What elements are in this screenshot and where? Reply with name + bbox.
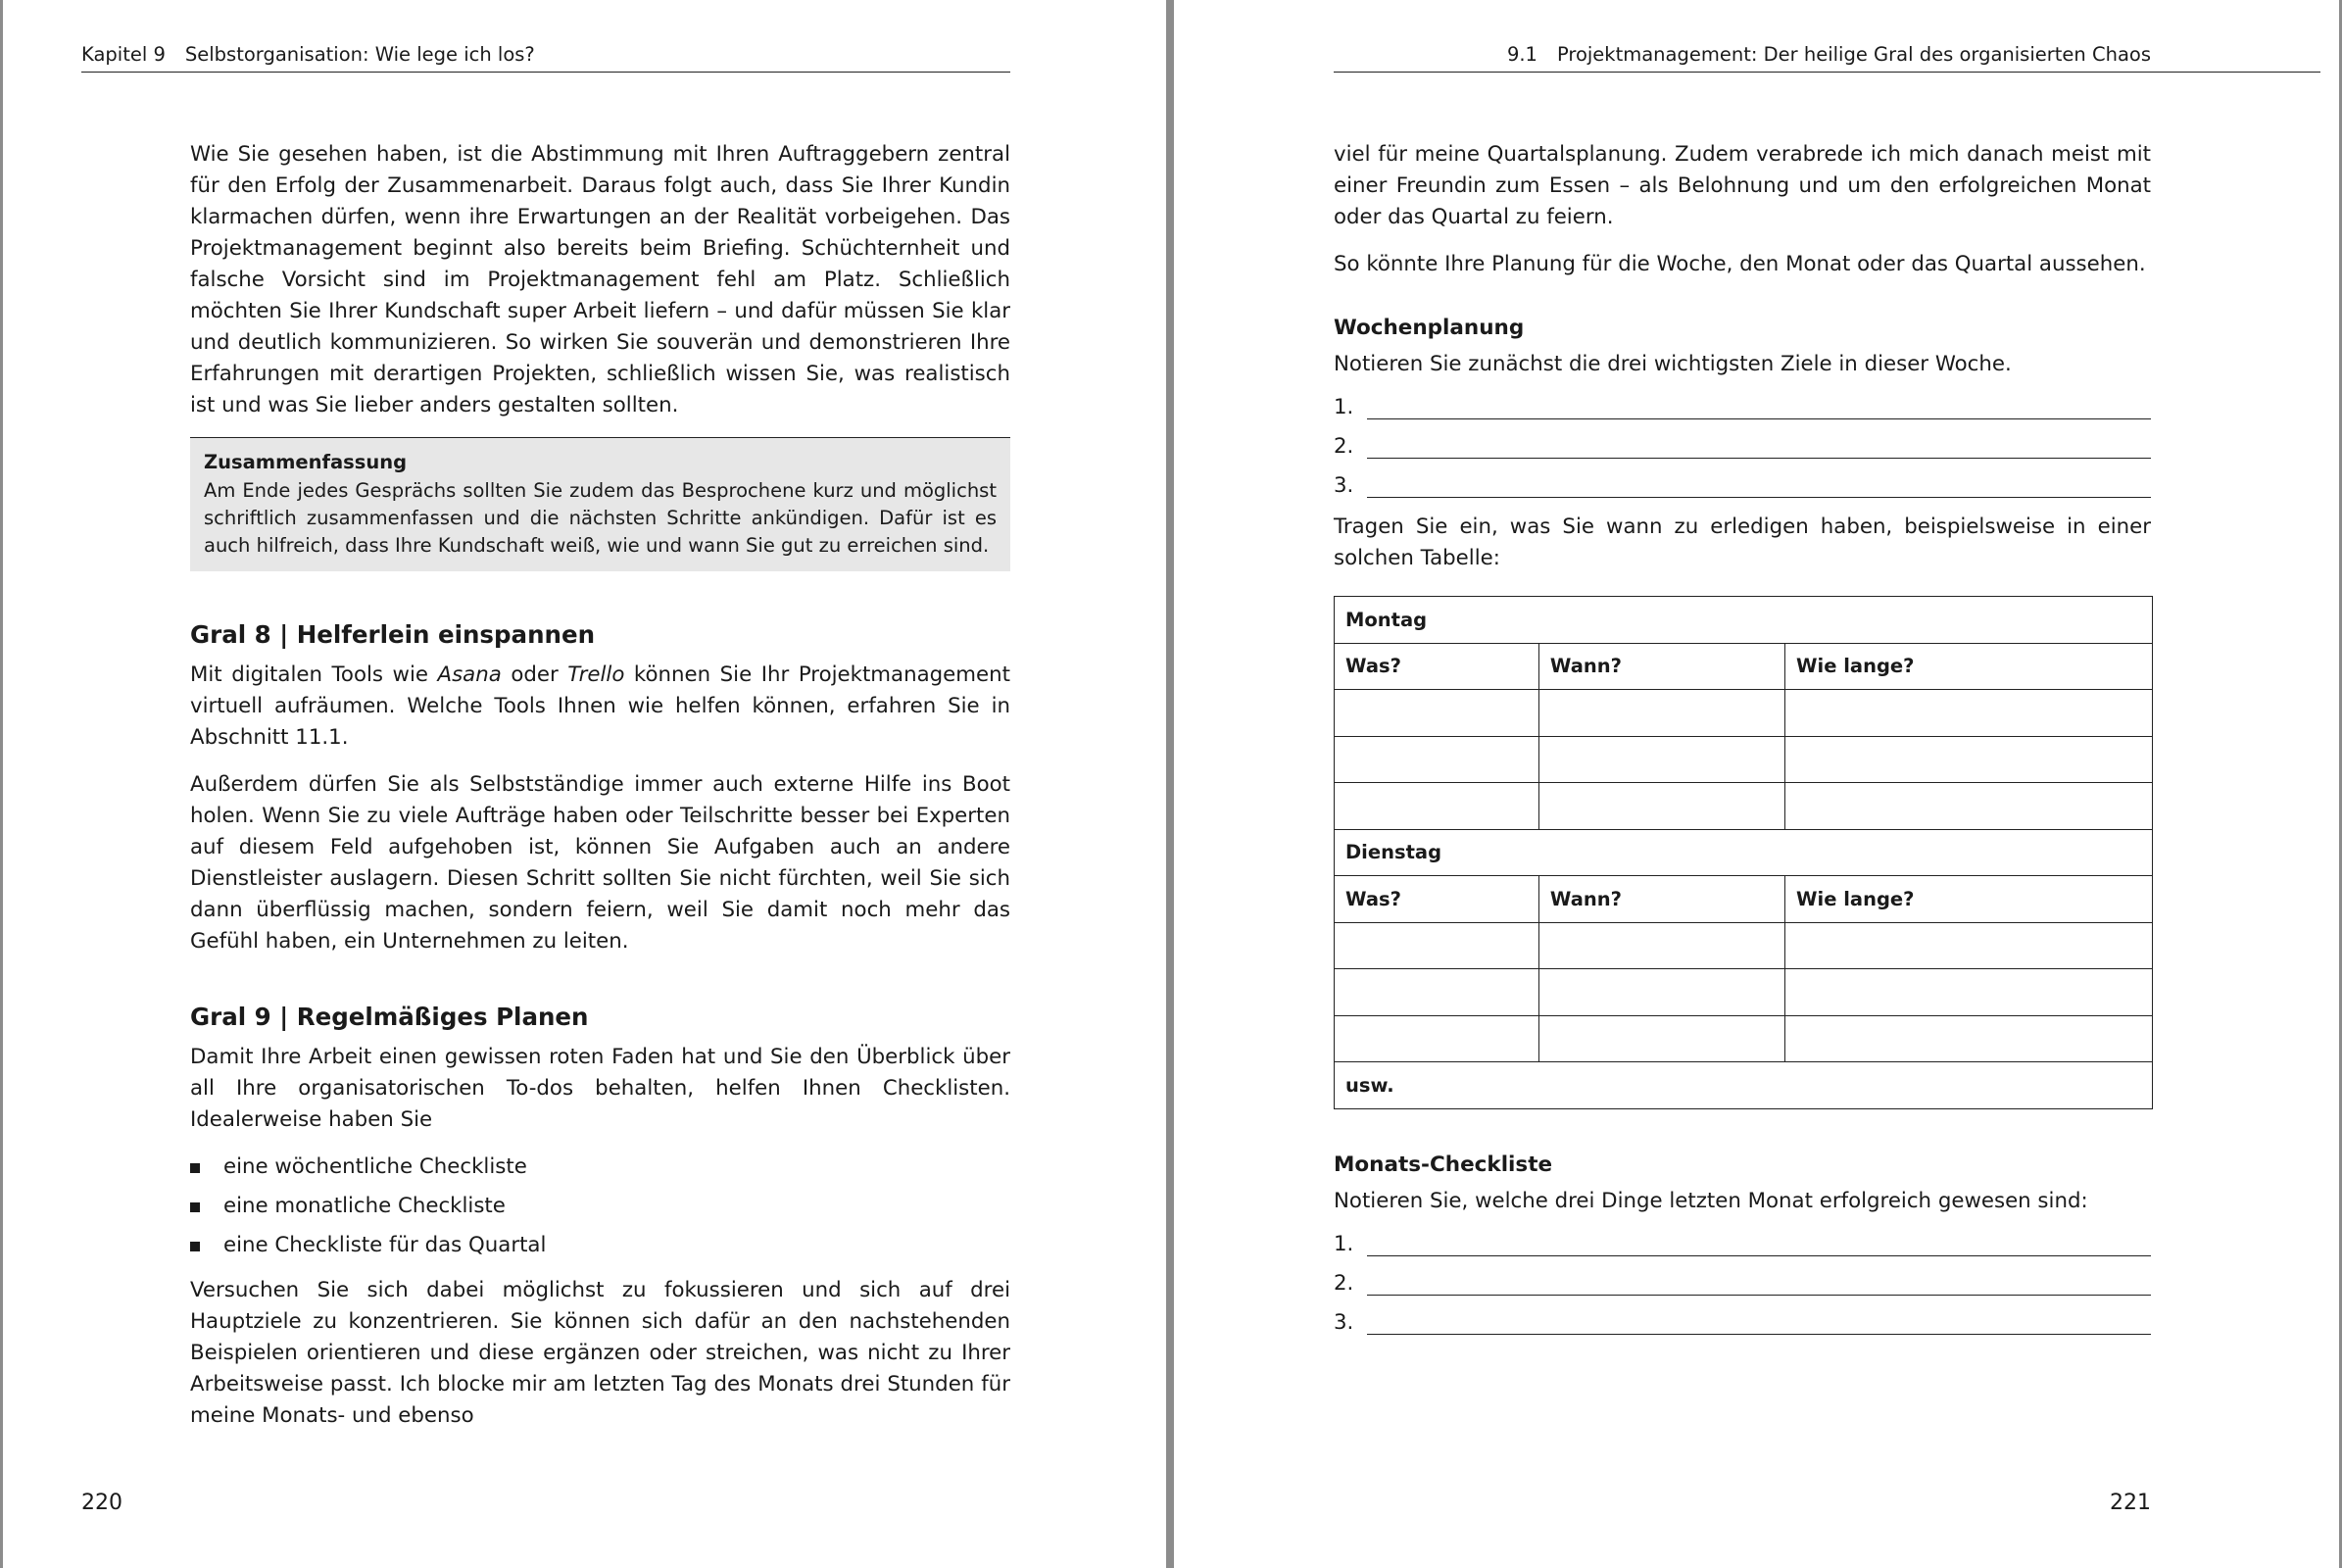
table-cell[interactable] — [1538, 736, 1784, 783]
table-row — [1335, 876, 2153, 923]
table-cell[interactable] — [1538, 969, 1784, 1016]
column-header-duration: Wie lange? — [1785, 643, 2153, 690]
table-cell[interactable] — [1785, 1015, 2153, 1062]
section-number: 9.1 — [1506, 43, 1537, 66]
right-text-column — [1334, 139, 2151, 1335]
month-instruction: Notieren Sie, welche drei Dinge letzten Monat erfolgreich gewesen sind: — [1334, 1188, 2088, 1213]
table-row — [1335, 922, 2153, 969]
list-item: eine Checkliste für das Quartal — [190, 1230, 1010, 1261]
checklist-bullet-list — [190, 1152, 1010, 1261]
goal-line[interactable]: 1. — [1334, 1217, 2151, 1256]
list-item: eine wöchentliche Checkliste — [190, 1152, 1010, 1183]
continuation-paragraph: viel für meine Quartalsplanung. Zudem verabrede ich mich danach meist mit einer Freundin zum Essen – als Belohnung und um den erfolgreichen Monat oder das Quartal zu feiern. — [1334, 142, 2151, 229]
square-bullet-icon — [190, 1202, 200, 1212]
summary-title: Zusammenfassung — [204, 451, 408, 473]
column-header-when: Wann? — [1538, 876, 1784, 923]
left-page — [3, 0, 1166, 1568]
table-cell[interactable] — [1538, 783, 1784, 830]
column-header-what: Was? — [1335, 643, 1539, 690]
table-row — [1335, 829, 2153, 876]
table-cell[interactable] — [1785, 736, 2153, 783]
column-header-what: Was? — [1335, 876, 1539, 923]
table-cell[interactable] — [1335, 736, 1539, 783]
table-cell[interactable] — [1335, 690, 1539, 737]
heading-monats-checkliste: Monats-Checkliste — [1334, 1152, 1553, 1177]
table-row — [1335, 643, 2153, 690]
section-heading-gral-8: Gral 8 | Helferlein einspannen — [190, 620, 596, 649]
running-head-left — [81, 43, 535, 66]
goal-line[interactable]: 3. — [1334, 1296, 2151, 1335]
table-row — [1335, 736, 2153, 783]
table-cell[interactable] — [1785, 969, 2153, 1016]
table-row — [1335, 783, 2153, 830]
asana-term: Asana — [437, 662, 502, 687]
square-bullet-icon — [190, 1163, 200, 1173]
intro-paragraph: Wie Sie gesehen haben, ist die Abstimmung mit Ihren Auftraggebern zentral für den Erfolg der Zusammenarbeit. Daraus folgt auch, dass Sie Ihrer Kundin klarmachen dürfen, wenn ihre Erwartungen an der Realität vorbeigehen. Das Projektmanagement beginnt also bereits beim Briefing. Schüchternheit und falsche Vorsicht sind im Projektmanagement fehl am Platz. Schließlich möchten Sie Ihrer Kundschaft super Arbeit liefern – und dafür müssen Sie klar und deutlich kommunizieren. So wirken Sie souverän und demonstrieren Ihre Erfahrungen mit derartigen Projekten, schließlich wissen Sie, was realistisch ist und was Sie lieber anders gestalten sollten. — [190, 142, 1010, 417]
table-cell[interactable] — [1538, 922, 1784, 969]
table-cell[interactable] — [1538, 690, 1784, 737]
table-cell[interactable] — [1335, 969, 1539, 1016]
day-label-monday: Montag — [1335, 597, 2153, 644]
summary-box — [190, 437, 1010, 571]
page-number-left: 220 — [81, 1491, 122, 1515]
table-row — [1335, 690, 2153, 737]
tools-paragraph: Mit digitalen Tools wie Asana oder Trello können Sie Ihr Projektmanagement virtuell aufräumen. Welche Tools Ihnen wie helfen können, erfahren Sie in Abschnitt 11.1. — [190, 662, 1010, 750]
week-instruction: Notieren Sie zunächst die drei wichtigsten Ziele in dieser Woche. — [1334, 352, 2012, 376]
summary-text: Am Ende jedes Gesprächs sollten Sie zudem das Besprochene kurz und möglichst schriftlich zusammenfassen und die nächsten Schritte ankündigen. Dafür ist es auch hilfreich, dass Ihre Kundschaft weiß, wie und wann Sie gut zu erreichen sind. — [204, 479, 997, 557]
table-cell[interactable] — [1335, 1015, 1539, 1062]
left-text-column — [190, 139, 1010, 1432]
column-header-when: Wann? — [1538, 643, 1784, 690]
goal-line[interactable]: 2. — [1334, 419, 2151, 459]
table-cell[interactable] — [1785, 783, 2153, 830]
table-cell[interactable] — [1335, 922, 1539, 969]
list-item: eine monatliche Checkliste — [190, 1191, 1010, 1222]
table-row — [1335, 969, 2153, 1016]
external-help-paragraph: Außerdem dürfen Sie als Selbstständige immer auch externe Hilfe ins Boot holen. Wenn Sie zu viele Aufträge haben oder Teilschritte besser bei Experten auf diesem Feld aufgehoben ist, können Sie Aufgaben auch an andere Dienstleister auslagern. Diesen Schritt sollten Sie nicht fürchten, weil Sie sich dann überflüssig machen, sondern feiern, weil Sie damit noch mehr das Gefühl haben, ein Unternehmen zu leiten. — [190, 772, 1010, 954]
table-cell[interactable] — [1335, 783, 1539, 830]
table-intro: Tragen Sie ein, was Sie wann zu erledigen haben, beispielsweise in einer solchen Tabelle: — [1334, 514, 2151, 570]
section-title: Projektmanagement: Der heilige Gral des organisierten Chaos — [1556, 43, 2151, 66]
heading-wochenplanung: Wochenplanung — [1334, 316, 1525, 340]
table-cell[interactable] — [1785, 690, 2153, 737]
table-row — [1335, 1015, 2153, 1062]
running-head-right — [1507, 43, 2151, 66]
month-goal-lines — [1334, 1217, 2151, 1335]
table-row — [1335, 1062, 2153, 1109]
focus-paragraph: Versuchen Sie sich dabei möglichst zu fokussieren und sich auf drei Hauptziele zu konzentrieren. Sie können sich dafür an den nachstehenden Beispielen orientieren und diese ergänzen oder streichen, was nicht zu Ihrer Arbeitsweise passt. Ich blocke mir am letzten Tag des Monats drei Stunden für meine Monats- und ebenso — [190, 1278, 1010, 1428]
table-cell[interactable] — [1785, 922, 2153, 969]
column-header-duration: Wie lange? — [1785, 876, 2153, 923]
table-cell[interactable] — [1538, 1015, 1784, 1062]
goal-line[interactable]: 1. — [1334, 380, 2151, 419]
chapter-title: Selbstorganisation: Wie lege ich los? — [184, 43, 535, 66]
table-row — [1335, 597, 2153, 644]
week-goal-lines — [1334, 380, 2151, 498]
checklist-intro-paragraph: Damit Ihre Arbeit einen gewissen roten Faden hat und Sie den Überblick über all Ihre organisatorischen To-dos behalten, helfen Ihnen Checklisten. Idealerweise haben Sie — [190, 1045, 1010, 1132]
weekly-plan-table — [1334, 596, 2153, 1109]
goal-line[interactable]: 2. — [1334, 1256, 2151, 1296]
header-rule — [81, 72, 1010, 73]
header-rule — [1334, 72, 2320, 73]
goal-line[interactable]: 3. — [1334, 459, 2151, 498]
planning-intro: So könnte Ihre Planung für die Woche, den Monat oder das Quartal aussehen. — [1334, 252, 2146, 276]
table-footer-etc: usw. — [1335, 1062, 2153, 1109]
section-heading-gral-9: Gral 9 | Regelmäßiges Planen — [190, 1003, 589, 1031]
page-number-right: 221 — [2110, 1491, 2151, 1515]
right-page — [1174, 0, 2339, 1568]
trello-term: Trello — [567, 662, 625, 687]
chapter-number: Kapitel 9 — [81, 43, 166, 66]
day-label-tuesday: Dienstag — [1335, 829, 2153, 876]
square-bullet-icon — [190, 1242, 200, 1251]
